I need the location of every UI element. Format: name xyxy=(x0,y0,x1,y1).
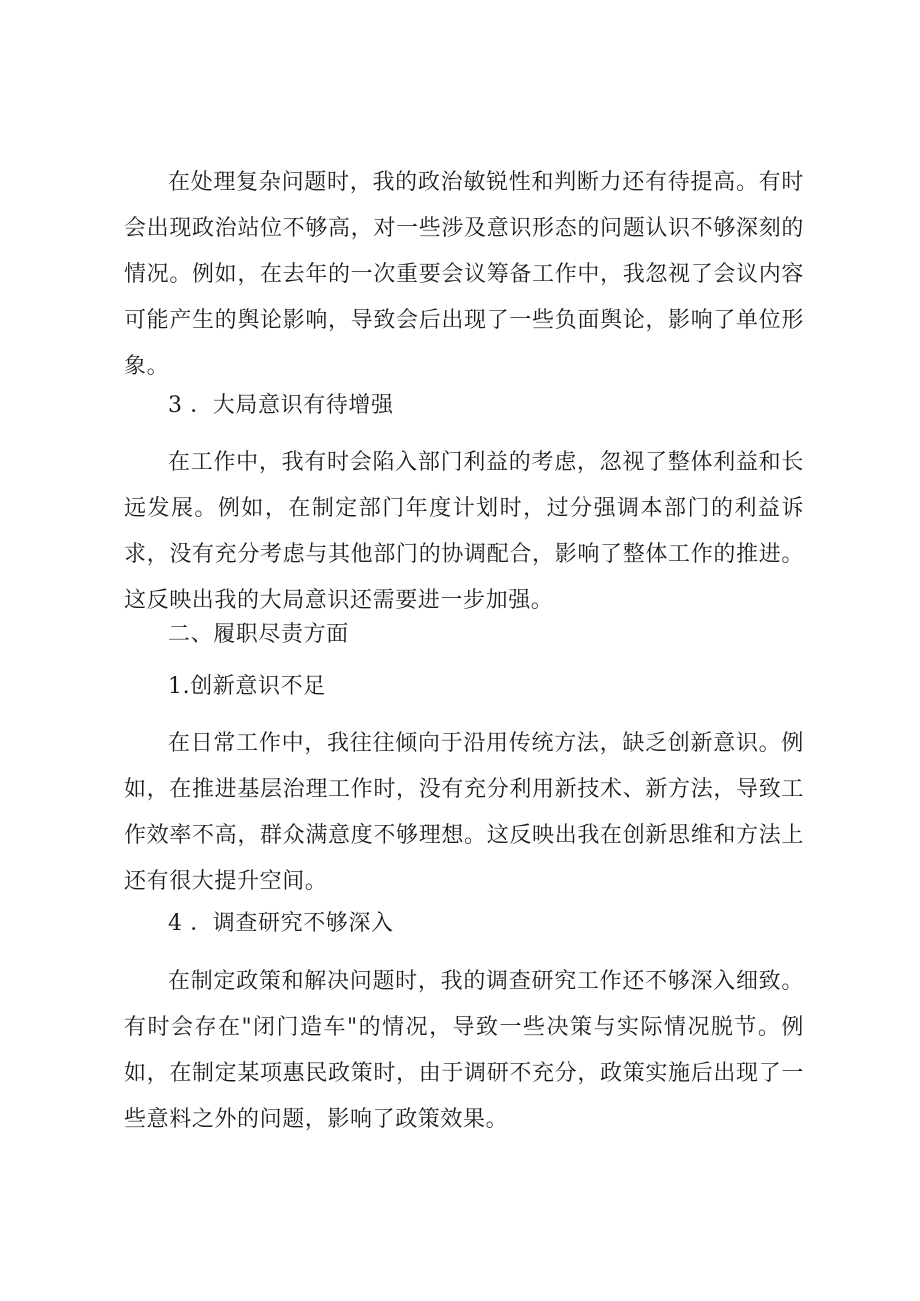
heading-innovation-awareness: 1.创新意识不足 xyxy=(168,674,326,699)
paragraph-innovation-awareness: 在日常工作中，我往往倾向于沿用传统方法，缺乏创新意识。例如，在推进基层治理工作时，没有充分利用新技术、新方法，导致工作效率不高，群众满意度不够理想。这反映出我在创新思维和方法上还有很大提升空间。 xyxy=(124,731,804,894)
heading-overall-awareness: 3 ．大局意识有待增强 xyxy=(168,393,394,418)
section-heading-duty-performance: 二、履职尽责方面 xyxy=(168,622,349,647)
paragraph-overall-awareness: 在工作中，我有时会陷入部门利益的考虑，忽视了整体利益和长远发展。例如，在制定部门年度计划时，过分强调本部门的利益诉求，没有充分考虑与其他部门的协调配合，影响了整体工作的推进。这反映出我的大局意识还需要进一步加强。 xyxy=(124,450,804,613)
paragraph-political-sensitivity: 在处理复杂问题时，我的政治敏锐性和判断力还有待提高。有时会出现政治站位不够高，对一些涉及意识形态的问题认识不够深刻的情况。例如，在去年的一次重要会议筹备工作中，我忽视了会议内容可能产生的舆论影响，导致会后出现了一些负面舆论，影响了单位形象。 xyxy=(124,170,804,379)
paragraph-research-depth: 在制定政策和解决问题时，我的调查研究工作还不够深入细致。有时会存在"闭门造车"的情况，导致一些决策与实际情况脱节。例如，在制定某项惠民政策时，由于调研不充分，政策实施后出现了一些意料之外的问题，影响了政策效果。 xyxy=(124,969,804,1132)
heading-research-depth: 4 ．调查研究不够深入 xyxy=(168,911,394,936)
